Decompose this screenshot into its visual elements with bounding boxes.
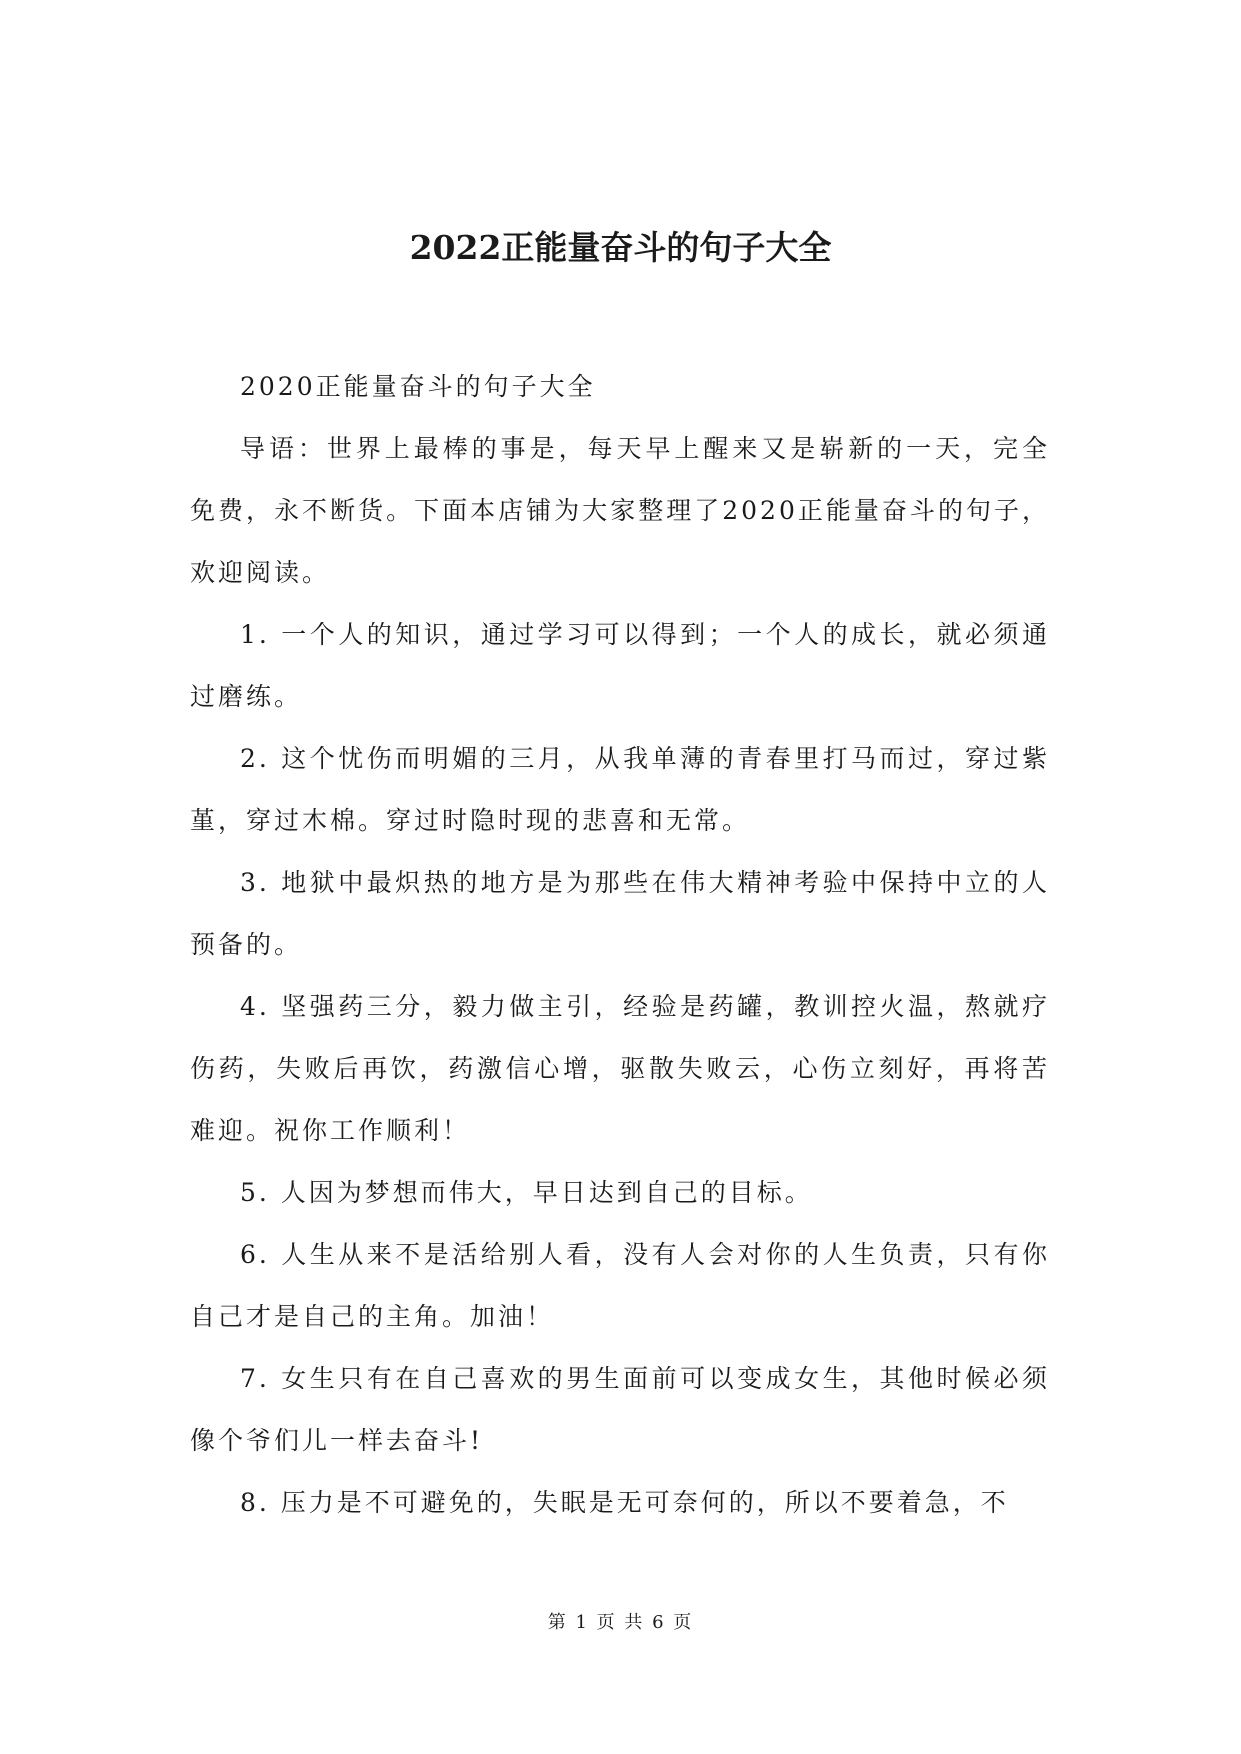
paragraph-item-5: 5. 人因为梦想而伟大，早日达到自己的目标。 xyxy=(240,1178,813,1207)
paragraph-item-4: 4. 坚强药三分，毅力做主引，经验是药罐，教训控火温，熬就疗伤药，失败后再饮，药激信心增，驱散失败云，心伤立刻好，再将苦难迎。祝你工作顺利！ xyxy=(190,992,1050,1145)
paragraph-item-6: 6. 人生从来不是活给别人看，没有人会对你的人生负责，只有你自己才是自己的主角。加油！ xyxy=(190,1240,1050,1331)
paragraph-subtitle: 2020正能量奋斗的句子大全 xyxy=(240,372,596,401)
document-title: 2022正能量奋斗的句子大全 xyxy=(409,228,832,267)
page-footer: 第 1 页 共 6 页 xyxy=(547,1612,694,1633)
paragraph-item-3: 3. 地狱中最炽热的地方是为那些在伟大精神考验中保持中立的人预备的。 xyxy=(190,868,1050,959)
paragraph-item-8: 8. 压力是不可避免的，失眠是无可奈何的，所以不要着急，不 xyxy=(240,1488,1009,1517)
paragraph-intro: 导语：世界上最棒的事是，每天早上醒来又是崭新的一天，完全免费，永不断货。下面本店铺为大家整理了2020正能量奋斗的句子，欢迎阅读。 xyxy=(190,434,1050,587)
paragraph-item-1: 1. 一个人的知识，通过学习可以得到；一个人的成长，就必须通过磨练。 xyxy=(190,620,1050,711)
document-body xyxy=(190,356,1050,1534)
paragraph-item-2: 2. 这个忧伤而明媚的三月，从我单薄的青春里打马而过，穿过紫堇，穿过木棉。穿过时隐时现的悲喜和无常。 xyxy=(190,744,1050,835)
paragraph-item-7: 7. 女生只有在自己喜欢的男生面前可以变成女生，其他时候必须像个爷们儿一样去奋斗! xyxy=(190,1364,1050,1455)
